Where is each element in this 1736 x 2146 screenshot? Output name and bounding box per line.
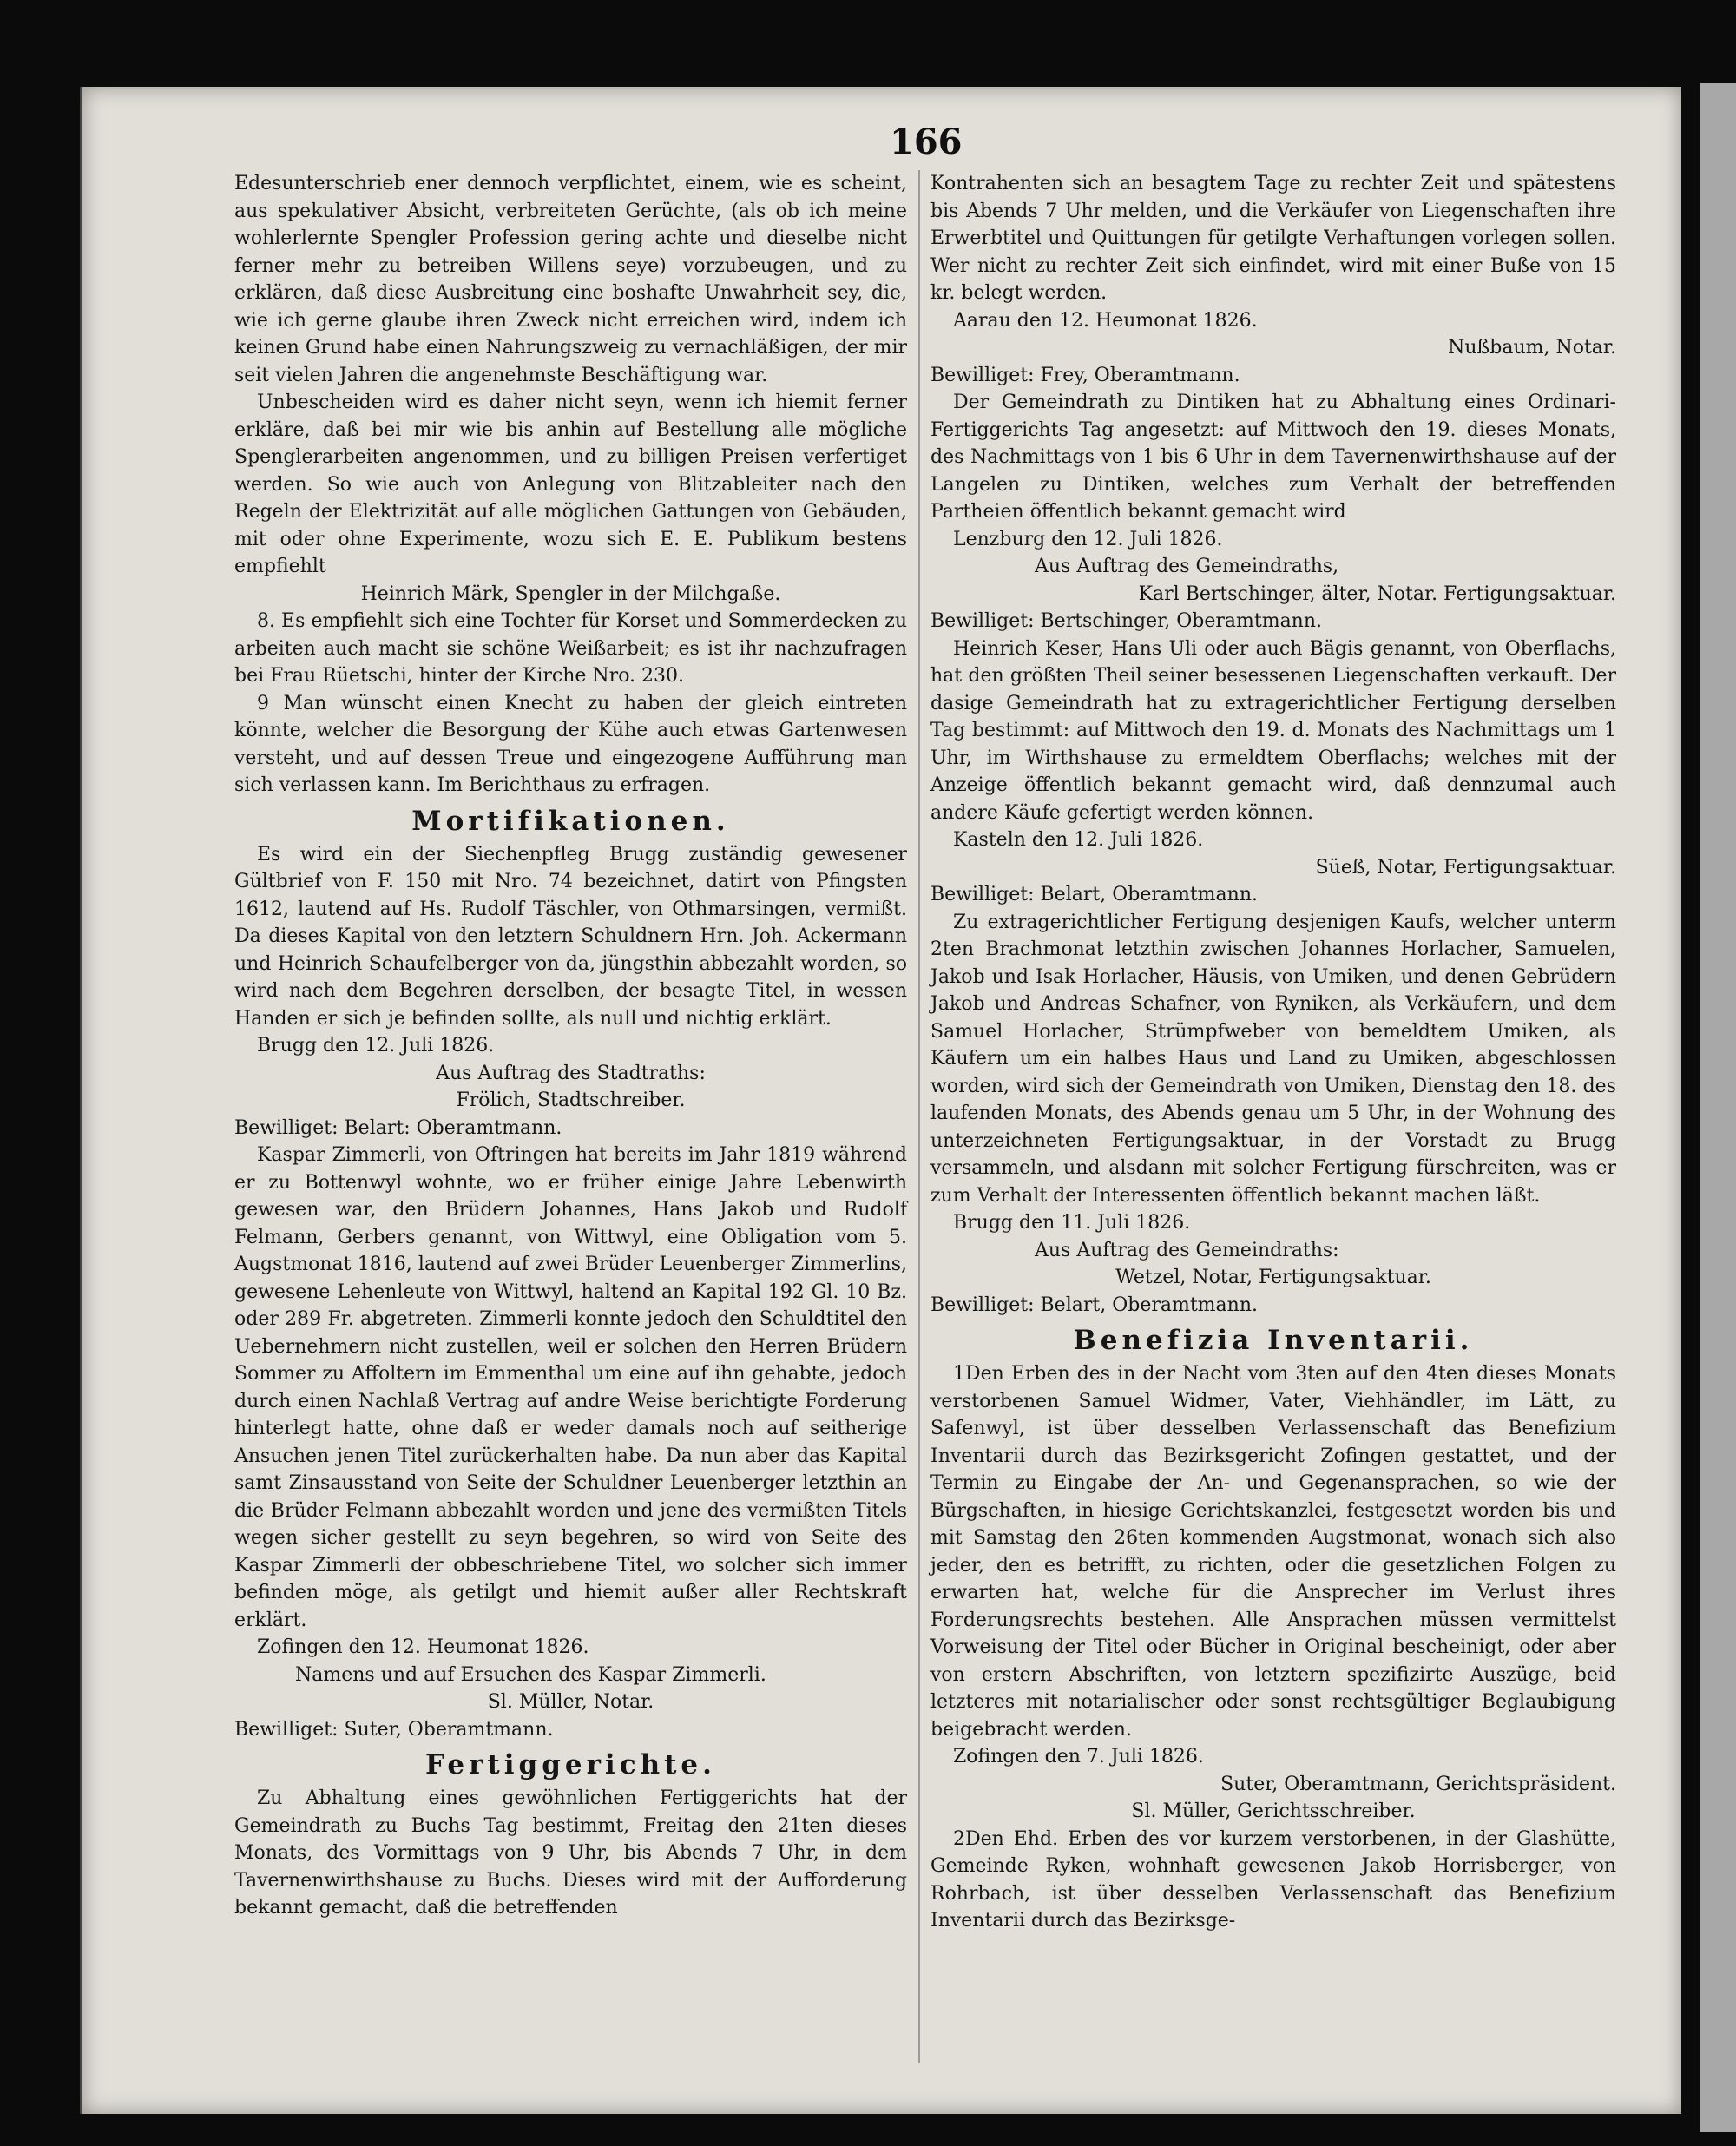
notice-paragraph: 1Den Erben des in der Nacht vom 3ten auf den 4ten dieses Monats verstorbenen Samuel Widmer, Vater, Viehhändler, im Lätt, zu Safenwyl, ist über desselben Verlassenschaft das Benefizium Inventarii durch das Bezirksgericht Zofingen gestattet, und der Termin zu Eingabe der An- und Gegenansprachen, so wie der Bürgschaften, in hiesige Gerichtskanzlei, festgesetzt worden bis und mit Samstag den 26ten kommenden Augstmonat, wonach sich also jeder, den es betrifft, zu richten, oder die gesetzlichen Folgen zu erwarten hat, welche für die Ansprecher im Verlust ihres Forderungsrechts bestehen. Alle Ansprachen müssen vermittelst Vorweisung der Titel oder Bücher in Original bescheinigt, oder aber von erstern Abschriften, von letztern spezifizirte Auszüge, beid letzteres mit notarialischer oder sonst rechtsgültiger Beglaubigung beigebracht werden. (930, 1363, 1616, 1741)
commission-line: Aus Auftrag des Gemeindraths, (1035, 556, 1339, 577)
date-line: Zofingen den 12. Heumonat 1826. (257, 1636, 589, 1658)
signature: Karl Bertschinger, älter, Notar. Fertigungsaktuar. (1138, 583, 1616, 605)
date-line: Brugg den 11. Juli 1826. (953, 1212, 1191, 1234)
signature: Heinrich Märk, Spengler in der Milchgaße. (360, 583, 781, 605)
approval-line: Bewilliget: Bertschinger, Oberamtmann. (930, 610, 1323, 632)
signature: Sl. Müller, Gerichtsschreiber. (1131, 1800, 1416, 1822)
notice-paragraph: Unbescheiden wird es daher nicht seyn, wenn ich hiemit ferner erkläre, daß bei mir wie bis anhin auf Bestellung alle mögliche Spenglerarbeiten angenommen, und zu billigen Preisen verfertiget werden. So wie auch von Anlegung von Blitzableiter nach den Regeln der Elektrizität auf alle möglichen Gattungen von Gebäuden, mit oder ohne Experimente, wozu sich E. E. Publikum bestens empfiehlt (234, 392, 907, 577)
commission-line: Aus Auftrag des Gemeindraths: (1035, 1239, 1339, 1261)
signature: Frölich, Stadtschreiber. (456, 1089, 686, 1111)
scan-edge-stripe (1700, 83, 1736, 2132)
section-heading: Mortifikationen. (411, 805, 730, 837)
approval-line: Bewilliget: Belart, Oberamtmann. (930, 1294, 1258, 1316)
signature: Nußbaum, Notar. (1448, 337, 1616, 359)
notice-paragraph: Heinrich Keser, Hans Uli oder auch Bägis genannt, von Oberflachs, hat den größten Theil seiner besessenen Liegenschaften verkauft. Der dasige Gemeindrath hat zu extragerichtlicher Fertigung derselben Tag bestimmt: auf Mittwoch den 19. d. Monats des Nachmittags um 1 Uhr, im Wirthshause zu ermeldtem Oberflachs; welches mit der Anzeige öffentlich bekannt gemacht wird, daß dennzumal auch andere Käufe gefertigt werden können. (930, 637, 1616, 824)
signature: Suter, Oberamtmann, Gerichtspräsident. (1220, 1773, 1616, 1795)
approval-line: Bewilliget: Belart, Oberamtmann. (930, 884, 1258, 905)
date-line: Zofingen den 7. Juli 1826. (953, 1746, 1204, 1767)
page-number: 166 (890, 122, 963, 162)
signature: Wetzel, Notar, Fertigungsaktuar. (1115, 1267, 1431, 1288)
signature: Süeß, Notar, Fertigungsaktuar. (1315, 856, 1616, 879)
notice-paragraph: 8. Es empfiehlt sich eine Tochter für Korset und Sommerdecken zu arbeiten auch macht sie schöne Weißarbeit; es ist ihr nachzufragen bei Frau Rüetschi, hinter der Kirche Nro. 230. (234, 610, 907, 687)
notice-paragraph: 9 Man wünscht einen Knecht zu haben der gleich eintreten könnte, welcher die Besorgung der Kühe auch etwas Gartenwesen versteht, und auf dessen Treue und eingezogene Aufführung man sich verlassen kann. Im Berichthaus zu erfragen. (234, 692, 907, 796)
section-heading: Benefizia Inventarii. (1073, 1325, 1474, 1356)
notice-paragraph: Kaspar Zimmerli, von Oftringen hat bereits im Jahr 1819 während er zu Bottenwyl wohnte, wo er früher einige Jahre Lebenwirth gewesen war, den Brüdern Johannes, Hans Jakob und Rudolf Felmann, Gerbers genannt, von Wittwyl, eine Obligation vom 5. Augstmonat 1816, lautend auf zwei Brüder Leuenberger Zimmerlins, gewesene Lehenleute von Wittwyl, haltend an Kapital 192 Gl. 10 Bz. oder 289 Fr. abgetreten. Zimmerli konnte jedoch den Schuldtitel den Uebernehmern nicht zustellen, weil er solchen den Herren Brüdern Sommer zu Affoltern im Emmenthal um eine auf ihn gehabte, jedoch durch einen Nachlaß Vertrag auf andre Weise berichtigte Forderung hinterlegt hatte, ohne daß er weder damals noch auf seitherige Ansuchen jenen Titel zurückerhalten habe. Da nun aber das Kapital samt Zinsausstand von Seite der Schuldner Leuenberger letzthin an die Brüder Felmann abbezahlt worden und jene des vermißten Titels wegen sicher gestellt zu seyn begehren, so wird von Seite des Kaspar Zimmerli der obbeschriebene Titel, wo solcher sich immer befinden möge, als getilgt und hiemit außer aller Rechtskraft erklärt. (234, 1144, 907, 1631)
notice-paragraph: 2Den Ehd. Erben des vor kurzem verstorbenen, in der Glashütte, Gemeinde Ryken, wohnhaft gewesenen Jakob Horrisberger, von Rohrbach, ist über desselben Verlassenschaft das Benefizium Inventarii durch das Bezirksge- (930, 1827, 1616, 1932)
right-column (930, 170, 1616, 1935)
approval-line: Bewilliget: Belart: Oberamtmann. (234, 1116, 562, 1139)
notice-paragraph: Zu extragerichtlicher Fertigung desjenigen Kaufs, welcher unterm 2ten Brachmonat letzthin zwischen Johannes Horlacher, Samuelen, Jakob und Isak Horlacher, Häusis, von Umiken, und denen Gebrüdern Jakob und Andreas Schafner, von Ryniken, als Verkäufern, und dem Samuel Horlacher, Strümpfweber von bemeldtem Umiken, als Käufern um ein halbes Haus und Land zu Umiken, abgeschlossen worden, wird sich der Gemeindrath von Umiken, Dienstag den 18. des laufenden Monats, des Abends genau um 5 Uhr, in der Wohnung des unterzeichneten Fertigungsaktuar, in der Vorstadt zu Brugg versammeln, und alsdann mit solcher Fertigung fürschreiten, was er zum Verhalt der Interessenten öffentlich bekannt machen läßt. (930, 911, 1616, 1207)
section-heading: Fertiggerichte. (425, 1749, 716, 1781)
commission-line: Aus Auftrag des Stadtraths: (436, 1062, 706, 1084)
date-line: Kasteln den 12. Juli 1826. (953, 829, 1204, 851)
left-column (234, 170, 907, 1922)
notice-paragraph: Kontrahenten sich an besagtem Tage zu rechter Zeit und spätestens bis Abends 7 Uhr melden, und die Verkäufer von Liegenschaften ihre Erwerbtitel und Quittungen für getilgte Verhaftungen vorlegen sollen. Wer nicht zu rechter Zeit sich einfindet, wird mit einer Buße von 15 kr. belegt werden. (930, 173, 1616, 304)
approval-line: Bewilliget: Suter, Oberamtmann. (234, 1718, 554, 1741)
date-line: Aarau den 12. Heumonat 1826. (953, 309, 1258, 332)
date-line: Brugg den 12. Juli 1826. (257, 1035, 495, 1057)
signature: Sl. Müller, Notar. (487, 1691, 654, 1713)
notice-paragraph: Der Gemeindrath zu Dintiken hat zu Abhaltung eines Ordinari-Fertiggerichts Tag angesetzt: auf Mittwoch den 19. dieses Monats, des Nachmittags von 1 bis 6 Uhr in dem Tavernenwirthshause auf der Langelen zu Dintiken, welches zum Verhalt der betreffenden Partheien öffentlich bekannt gemacht wird (930, 392, 1616, 523)
notice-paragraph: Zu Abhaltung eines gewöhnlichen Fertiggerichts hat der Gemeindrath zu Buchs Tag bestimmt, Freitag den 21ten dieses Monats, des Vormittags von 9 Uhr, bis Abends 7 Uhr, in dem Tavernenwirthshause zu Buchs. Dieses wird mit der Aufforderung bekannt gemacht, daß die betreffenden (234, 1787, 907, 1919)
notice-paragraph: Edesunterschrieb ener dennoch verpflichtet, einem, wie es scheint, aus spekulativer Absicht, verbreiteten Gerüchte, (als ob ich meine wohlerlernte Spengler Profession gering achte und dieselbe nicht ferner mehr zu betreiben Willens seye) vorzubeugen, und zu erklären, daß diese Ausbreitung eine boshafte Unwahrheit sey, die, wie ich gerne glaube ihren Zweck nicht erreichen wird, indem ich keinen Grund habe einen Nahrungszweig zu vernachläßigen, der mir seit vielen Jahren die angenehmste Beschäftigung war. (234, 173, 907, 386)
commission-line: Namens und auf Ersuchen des Kaspar Zimmerli. (295, 1663, 766, 1686)
date-line: Lenzburg den 12. Juli 1826. (953, 528, 1223, 550)
notice-paragraph: Es wird ein der Siechenpfleg Brugg zuständig gewesener Gültbrief von F. 150 mit Nro. 74 bezeichnet, datirt von Pfingsten 1612, lautend auf Hs. Rudolf Täschler, von Othmarsingen, vermißt. Da dieses Kapital von den letztern Schuldnern Hrn. Joh. Ackermann und Heinrich Schaufelberger von da, jüngsthin abbezahlt worden, so wird nach dem Begehren derselben, der besagte Titel, in wessen Handen er sich je befinden sollte, als null und nichtig erklärt. (234, 843, 907, 1030)
approval-line: Bewilliget: Frey, Oberamtmann. (930, 364, 1240, 386)
column-divider (918, 170, 920, 2063)
